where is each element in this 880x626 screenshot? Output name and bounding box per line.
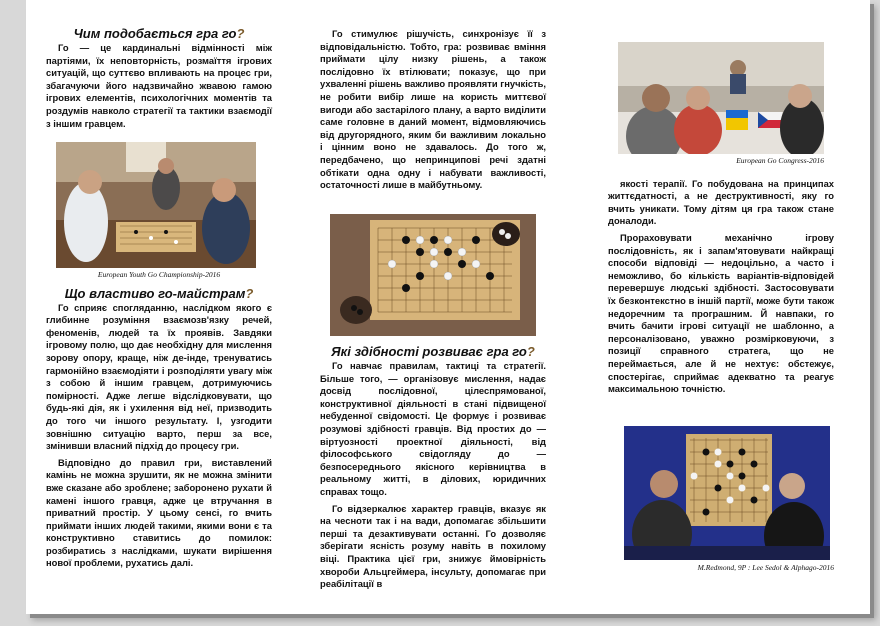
- column-1: [46, 26, 272, 130]
- photo-caption: European Youth Go Championship-2016: [97, 270, 221, 279]
- column-2: [320, 28, 546, 192]
- column-1-lower: [46, 269, 272, 570]
- photo-caption: European Go Congress-2016: [736, 156, 824, 165]
- paragraph: Го сприяє спогляданню, наслідком якого є глибинне розуміння взаємозв'язку речей, феноменів, людей та їх проявів. Завдяки ігровому полю, що дає необхідну для мислення зорову опору, краще, ніж де-інде, тренуватись гармонійно взаємодіяти і розподіляти увагу між з собою й іншим гравцем, дотримуючись помірності. Адже легше відслідковувати, що будь-які дія, як і ухилення від неї, призводить до того чи іншого результату. І, узгодити зовнішню ситуацію варто, перш за все, змінивши власний підхід до процесу гри.: [46, 301, 272, 452]
- heading-why-go: Чим подобається гра го?: [73, 26, 245, 41]
- paragraph: якості терапії. Го побудована на принципах життєдатності, а не деструктивності, яку го вчить уникати. Тому дітям ця гра також стане доналоди.: [608, 177, 834, 227]
- photo-go-congress: [618, 42, 824, 154]
- paragraph: Го стимулює рішучість, синхронізує її з відповідальністю. Тобто, гра: розвиває вміння приймати цілу низку рішень, а також послідовно їх втілювати; показує, що при ухваленні рішень важливо проявляти гнучкість, не робити вибір лише на користь миттєвої вигоди або застарілого плану, а варто виділити саме головне в даний момент, відмовляючись від другорядного, яким би важливим локально і цінним воно не здавалось. До того ж, передбачено, що непринципові речі здатні обтікати одна одну і набувати важливості, остаточності лише в майбутньому.: [320, 28, 546, 191]
- paragraph: Прораховувати механічно ігрову послідовність, як і запам'ятовувати найкращі способи відповіді — недоцільно, а часто і неможливо, бо кількість варіантів-відповідей перевершує людські здібності. Застосовувати їх безконтекстно в іншій партії, може бути також недоречним та програшним. Й навпаки, го вчить бачити ігрові ситуації не шаблонно, а персоналізовано, уважно розмірковуючи, з позиції справного стратега, що не переймається, але й не нехтує: обстежує, спостерігає, сприймає адекватно та реагує максимальною точністю.: [608, 231, 834, 395]
- column-3: [608, 155, 834, 396]
- paragraph: Відповідно до правил гри, виставлений камінь не можна зрушити, як не можна змінити вже сказане або зроблене; заборонено рухати й камені іншого гравця, адже це втручання в приватний простір. У цьому сенсі, го вчить приймати інших людей такими, якими вони є та конструктивно ставитись до помилок: розбиратись з наслідками, шукати вирішення нової проблеми, рухатись далі.: [46, 456, 272, 569]
- photo-go-board: [330, 214, 536, 336]
- photo-caption: M.Redmond, 9P : Lee Sedol & Alphago-2016: [697, 563, 834, 572]
- paragraph: Го відзеркалює характер гравців, вказує як на чесноти так і на вади, допомагає збільшити перші та дезактивувати останні. Го дозволяє зберігати ясність розуму навіть в похилому віці. Практика цієї гри, знижує ймовірність хвороби Альцгеймера, інсульту, допомагає при реабілітації в: [320, 502, 546, 590]
- column-2-lower: [320, 344, 546, 591]
- photo-alphago-match: [624, 426, 830, 560]
- brochure-sheet: [26, 0, 870, 614]
- photo-youth-championship: [56, 142, 256, 268]
- paragraph: Го навчає правилам, тактиці та стратегії. Більше того, — організовує мислення, надає досвід послідовної, цілеспрямованої, конструктивної діяльності в стані підвищеної небуденної свідомості. Це формує і розвиває розумові здібності гравців. Від простих до — віртуозності проектної діяльності, від філософського свідогляду до — безпосереднього якісного керівництва в реальному житті, в ділових, юридичних справах тощо.: [320, 360, 546, 497]
- paragraph: Го — це кардинальні відмінності між партіями, їх неповторність, розмаїття ігрових ситуацій, що суттєво впливають на процес гри, збагачуючи його надзвичайно жвавою гамою ігрових елементів, психологічних моментів та роздумів навколо стратегії та тактики взаємодії з іншим гравцем.: [46, 42, 272, 129]
- heading-go-masters: Що властиво го-майстрам?: [64, 285, 254, 301]
- column-3-caption: [618, 562, 834, 575]
- heading-abilities: Які здібності розвиває гра го?: [331, 344, 535, 359]
